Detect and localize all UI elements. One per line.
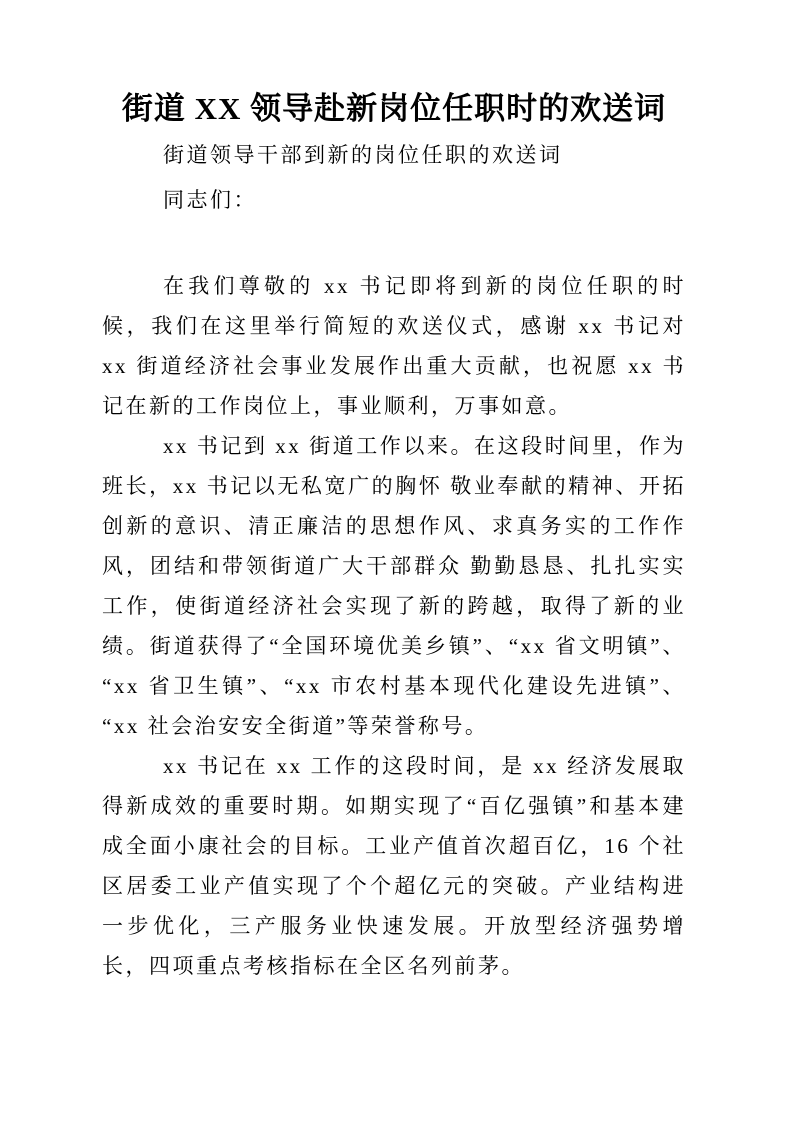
document-subtitle: 街道领导干部到新的岗位任职的欢送词: [163, 143, 563, 167]
paragraph: 在我们尊敬的 xx 书记即将到新的岗位任职的时候，我们在这里举行简短的欢送仪式，感谢 xx 书记对 xx 街道经济社会事业发展作出重大贡献，也祝愿 xx 书记在新的工作岗位上，事业顺利，万事如意。: [102, 274, 686, 418]
document-title: 街道 XX 领导赴新岗位任职时的欢送词: [121, 91, 667, 126]
document-content: [102, 0, 686, 986]
paragraph: xx 书记在 xx 工作的这段时间，是 xx 经济发展取得新成效的重要时期。如期实现了“百亿强镇”和基本建成全面小康社会的目标。工业产值首次超百亿，16 个社区居委工业产值实现了个个超亿元的突破。产业结构进一步优化，三产服务业快速发展。开放型经济强势增长，四项重点考核指标在全区名列前茅。: [102, 754, 686, 978]
salutation: 同志们：: [163, 188, 257, 212]
paragraph: xx 书记到 xx 街道工作以来。在这段时间里，作为班长，xx 书记以无私宽广的胸怀 敬业奉献的精神、开拓创新的意识、清正廉洁的思想作风、求真务实的工作作风，团结和带领街道广大干部群众 勤勤恳恳、扎扎实实工作，使街道经济社会实现了新的跨越，取得了新的业绩。街道获得了“全国环境优美乡镇”、“xx 省文明镇”、“xx 省卫生镇”、“xx 市农村基本现代化建设先进镇”、“xx 社会治安安全街道”等荣誉称号。: [102, 434, 686, 738]
